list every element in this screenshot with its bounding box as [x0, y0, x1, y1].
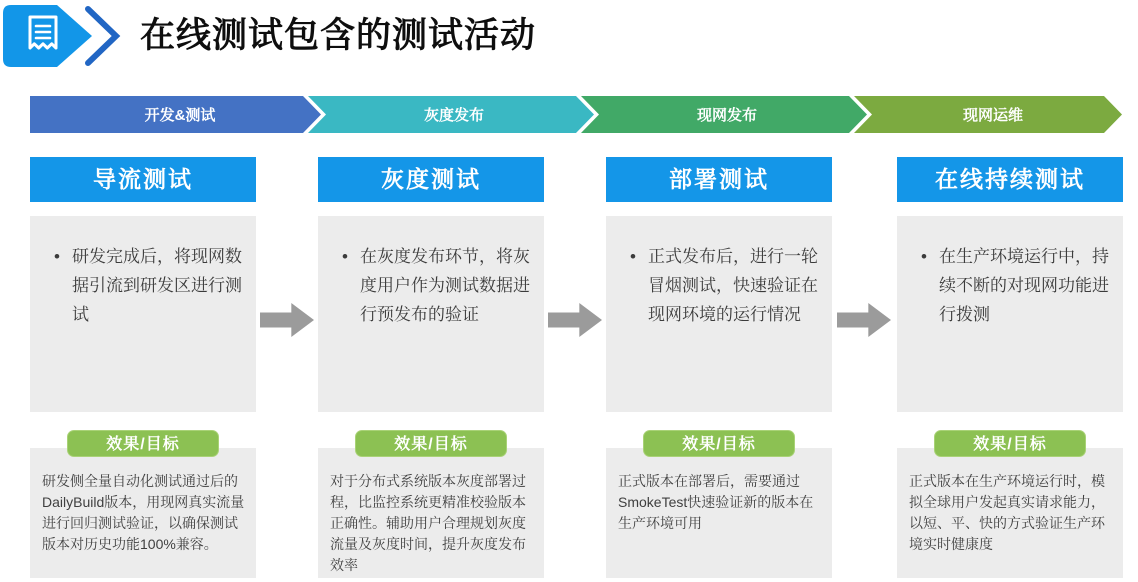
bullet-marker: •: [342, 247, 348, 266]
flow-stage-label: 现网发布: [696, 107, 758, 124]
column-footer-text: 正式版本在部署后，需要通过SmokeTest快速验证新的版本在生产环境可用: [606, 448, 832, 578]
bullet-marker: •: [630, 247, 636, 266]
column-footer-text: 研发侧全量自动化测试通过后的DailyBuild版本，用现网真实流量进行回归测试验证，以确保测试版本对历史功能100%兼容。: [30, 448, 256, 578]
activity-column-diversion-test: [30, 157, 256, 578]
flow-stage-label: 现网运维: [962, 107, 1024, 124]
chevron-right-icon: [88, 9, 116, 63]
right-arrow-icon: [837, 303, 891, 337]
flow-stage-label: 开发&测试: [144, 107, 216, 124]
column-body-text: 在灰度发布环节，将灰度用户作为测试数据进行预发布的验证: [360, 247, 530, 324]
activity-column-gray-test: [318, 157, 544, 578]
right-arrow-icon: [548, 303, 602, 337]
column-header: 灰度测试: [318, 157, 544, 202]
column-body-text: 正式发布后，进行一轮冒烟测试，快速验证在现网环境的运行情况: [648, 247, 818, 324]
right-arrow-icon: [260, 303, 314, 337]
column-header: 在线持续测试: [897, 157, 1123, 202]
activity-column-online-continuous-test: [897, 157, 1123, 578]
column-header: 导流测试: [30, 157, 256, 202]
column-body-panel: [318, 216, 544, 412]
bullet-marker: •: [921, 247, 927, 266]
goal-badge: 效果/目标: [934, 430, 1086, 457]
goal-badge: 效果/目标: [355, 430, 507, 457]
flow-stage-label: 灰度发布: [423, 107, 485, 124]
column-body-text: 在生产环境运行中，持续不断的对现网功能进行拨测: [939, 247, 1109, 324]
title-icon-group: [0, 2, 122, 70]
column-body-panel: [606, 216, 832, 412]
column-footer-text: 对于分布式系统版本灰度部署过程，比监控系统更精准校验版本正确性。辅助用户合理规划灰度流量及灰度时间，提升灰度发布效率: [318, 448, 544, 578]
column-body-panel: [30, 216, 256, 412]
page-title: 在线测试包含的测试活动: [140, 16, 537, 55]
title-badge-shape: [3, 5, 92, 67]
goal-badge: 效果/目标: [67, 430, 219, 457]
column-footer-text: 正式版本在生产环境运行时，模拟全球用户发起真实请求能力，以短、平、快的方式验证生产环境实时健康度: [897, 448, 1123, 578]
column-header: 部署测试: [606, 157, 832, 202]
column-body-panel: [897, 216, 1123, 412]
bullet-marker: •: [54, 247, 60, 266]
goal-badge: 效果/目标: [643, 430, 795, 457]
activity-column-deploy-test: [606, 157, 832, 578]
process-flow-bar: [30, 96, 1122, 133]
column-body-text: 研发完成后，将现网数据引流到研发区进行测试: [72, 247, 242, 324]
